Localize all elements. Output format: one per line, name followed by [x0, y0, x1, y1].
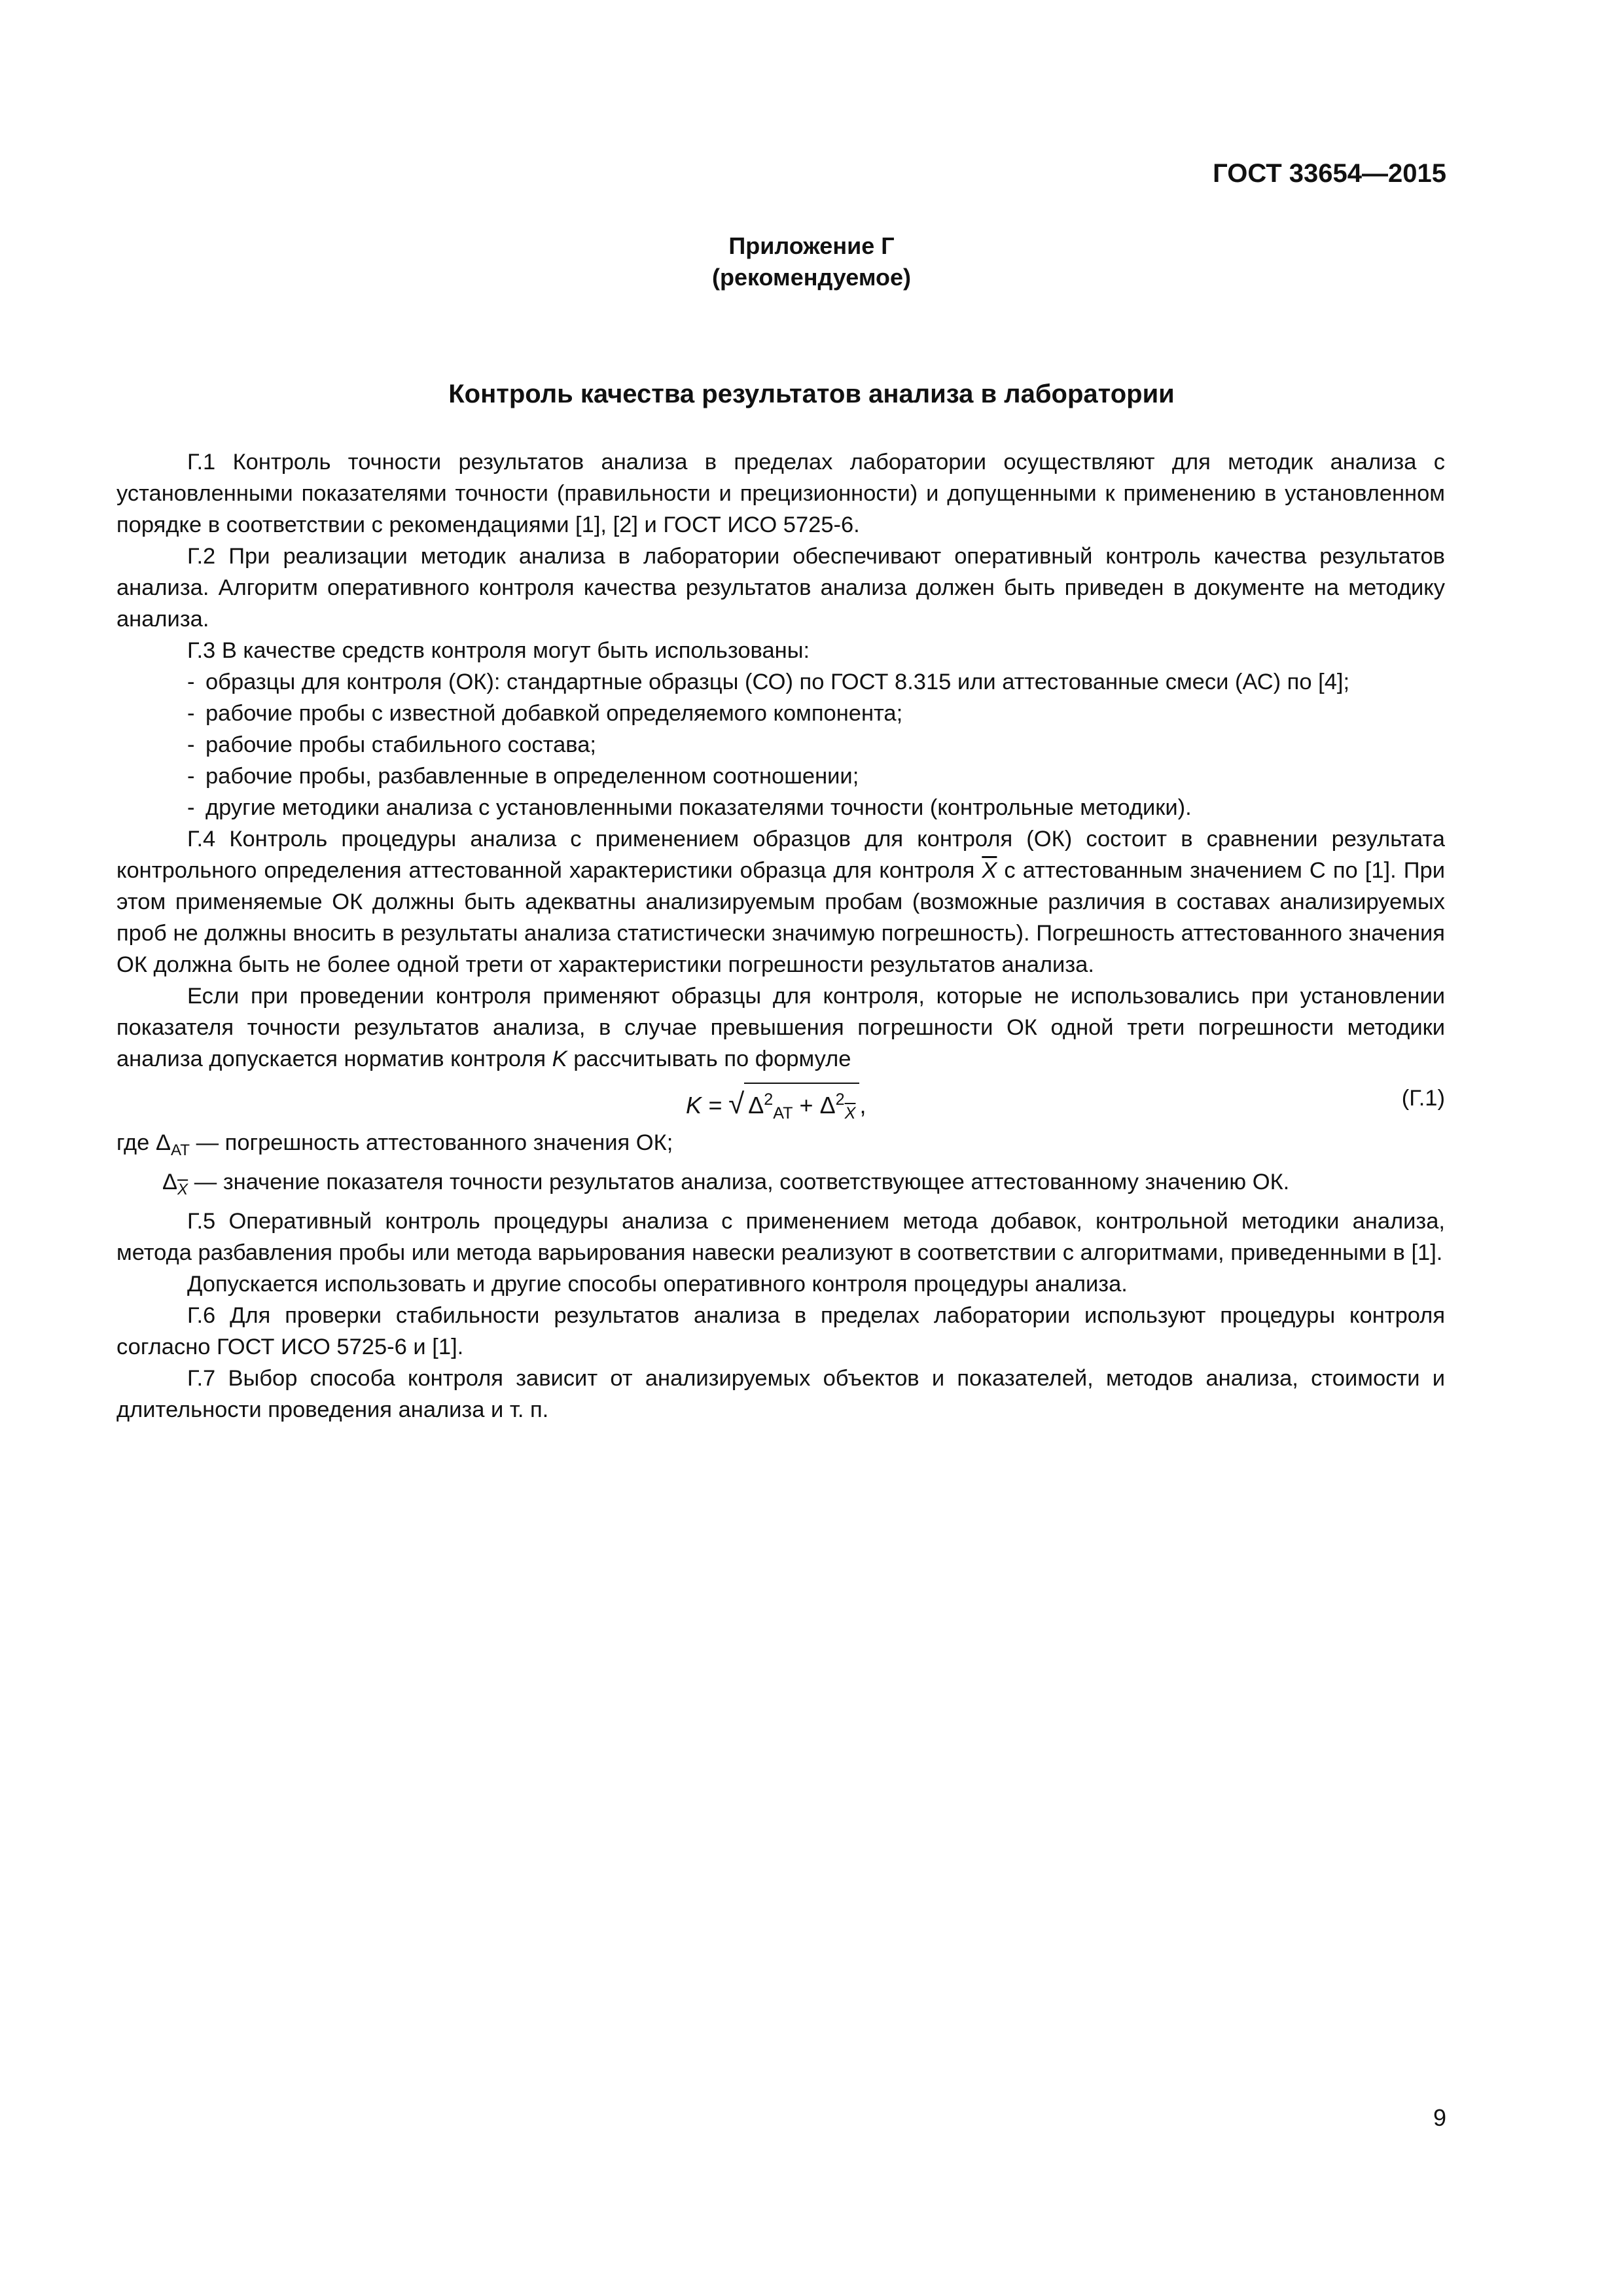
- list-item: - другие методики анализа с установленными показателями точности (контрольные методики).: [187, 795, 1192, 820]
- paragraph-g2: Г.2 При реализации методик анализа в лаборатории обеспечивают оперативный контроль качества результатов анализа. Алгоритм оперативного контроля качества результатов анализа должен быть приведен в документе на методику анализа.: [116, 544, 1445, 632]
- formula-number: (Г.1): [1401, 1086, 1445, 1111]
- annex-title: Приложение Г: [728, 232, 895, 259]
- paragraph-g4b: Если при проведении контроля применяют образцы для контроля, которые не использовались при установлении показателя точности результатов анализа, в случае превышения погрешности ОК одной трети погрешности методики анализа допускается норматив контроля K рассчитывать по формуле: [116, 984, 1445, 1071]
- list-item: - рабочие пробы стабильного состава;: [187, 732, 596, 757]
- document-body: [116, 446, 1445, 1426]
- sqrt-icon: √: [728, 1088, 745, 1120]
- paragraph-g6: Г.6 Для проверки стабильности результатов анализа в пределах лаборатории используют процедуры контроля согласно ГОСТ ИСО 5725-6 и [1].: [116, 1302, 1445, 1359]
- formula-g1: [116, 1077, 1445, 1127]
- paragraph-g5: Г.5 Оперативный контроль процедуры анализа с применением метода добавок, контрольной методики анализа, метода разбавления пробы или метода варьирования навески реализуют в соответствии с алгоритмами, приведенными в [1].: [116, 1208, 1445, 1265]
- formula-lhs: K =: [686, 1092, 722, 1119]
- list-item: - образцы для контроля (ОК): стандартные образцы (СО) по ГОСТ 8.315 или аттестованные смеси (АС) по [4];: [187, 670, 1350, 694]
- paragraph-g4: Г.4 Контроль процедуры анализа с применением образцов для контроля (ОК) состоит в сравнении результата контрольного определения аттестованной характеристики образца для контроля $\overline{X}$ с аттестованным значением С по [1]. При этом применяемые ОК должны быть адекватны анализируемым пробам (возможные различия в составах анализируемых проб не должны вносить в результаты анализа статистически значимую погрешность). Погрешность аттестованного значения ОК должна быть не более одной трети от характеристики погрешности результатов анализа.: [116, 827, 1445, 977]
- where-delta-at: где $\Delta_{АТ}$ — погрешность аттестованного значения ОК;: [116, 1130, 673, 1159]
- annex-heading: [0, 230, 1623, 293]
- section-title: Контроль качества результатов анализа в лаборатории: [448, 380, 1175, 408]
- k-symbol: K: [552, 1047, 567, 1071]
- list-item: - рабочие пробы, разбавленные в определенном соотношении;: [187, 764, 859, 789]
- paragraph-g7: Г.7 Выбор способа контроля зависит от анализируемых объектов и показателей, методов анализа, стоимости и длительности проведения анализа и т. п.: [116, 1365, 1445, 1422]
- formula-expression: K = √ $\Delta^2_{АТ} + \Delta^2_{\overline{X}}$ ,: [686, 1083, 866, 1129]
- page-number: 9: [1433, 2104, 1446, 2131]
- formula-radicand: $\Delta^2_{АТ} + \Delta^2_{\overline{X}}$: [744, 1083, 859, 1129]
- document-header: ГОСТ 33654—2015: [1213, 159, 1446, 188]
- annex-type: (рекомендуемое): [712, 264, 911, 291]
- paragraph-g3: Г.3 В качестве средств контроля могут быть использованы:: [187, 638, 810, 663]
- x-bar-symbol: $\overline{X}$: [982, 858, 997, 883]
- where-delta-x: $\Delta_{\overline{X}}$ — значение показателя точности результатов анализа, соответствующее аттестованному значению ОК.: [162, 1169, 1290, 1198]
- paragraph-g1: Г.1 Контроль точности результатов анализа в пределах лаборатории осуществляют для методик анализа с установленными показателями точности (правильности и прецизионности) и допущенными к применению в установленном порядке в соответствии с рекомендациями [1], [2] и ГОСТ ИСО 5725-6.: [116, 450, 1445, 537]
- list-item: - рабочие пробы с известной добавкой определяемого компонента;: [187, 701, 903, 726]
- paragraph-g5b: Допускается использовать и другие способы оперативного контроля процедуры анализа.: [187, 1271, 1128, 1297]
